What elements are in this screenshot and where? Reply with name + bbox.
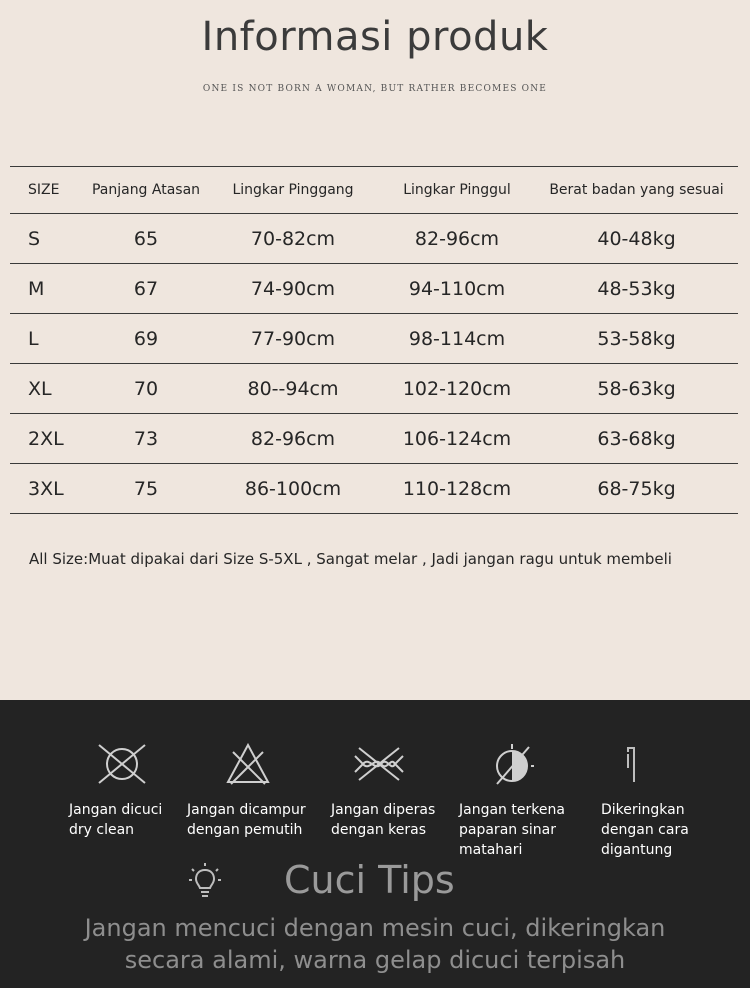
cell-size: M	[28, 277, 45, 300]
cell-length: 69	[133, 327, 159, 350]
header-length: Panjang Atasan	[91, 182, 201, 198]
care-item-no-wring	[331, 742, 459, 840]
cell-waist: 86-100cm	[244, 477, 342, 500]
care-label-line: Jangan terkena	[459, 802, 565, 818]
care-item-no-dry-clean	[69, 742, 197, 840]
cell-length: 70	[133, 377, 159, 400]
cell-size: L	[28, 327, 39, 350]
cell-weight: 40-48kg	[597, 227, 676, 250]
cell-size: XL	[28, 377, 52, 400]
care-label-line: dengan cara	[601, 822, 689, 838]
cell-length: 67	[133, 277, 159, 300]
cell-hip: 98-114cm	[408, 327, 506, 350]
care-label-line: matahari	[459, 842, 523, 858]
care-label-line: dengan pemutih	[187, 822, 303, 838]
cell-weight: 68-75kg	[597, 477, 676, 500]
cell-waist: 70-82cm	[250, 227, 336, 250]
care-label-line: paparan sinar	[459, 822, 556, 838]
care-label-line: Jangan diperas	[331, 802, 436, 818]
header-size: SIZE	[28, 182, 60, 198]
cell-size: 3XL	[28, 477, 64, 500]
no-sunlight-icon	[489, 742, 535, 786]
size-table	[10, 166, 738, 514]
cell-waist: 74-90cm	[250, 277, 336, 300]
table-row	[10, 264, 738, 314]
care-label-line: Jangan dicuci	[69, 802, 163, 818]
care-item-no-sunlight	[459, 742, 587, 860]
cell-size: S	[28, 227, 41, 250]
tips-text	[0, 912, 750, 976]
header-waist: Lingkar Pinggang	[232, 182, 354, 198]
tips-line: secara alami, warna gelap dicuci terpisah	[124, 946, 626, 974]
cell-size: 2XL	[28, 427, 64, 450]
care-item-hang-dry	[601, 742, 729, 860]
table-row	[10, 314, 738, 364]
care-item-no-bleach	[187, 742, 315, 840]
care-label-line: Dikeringkan	[601, 802, 685, 818]
no-wring-icon	[351, 742, 407, 786]
cell-waist: 82-96cm	[250, 427, 336, 450]
cell-weight: 48-53kg	[597, 277, 676, 300]
cell-hip: 94-110cm	[408, 277, 506, 300]
tips-title: Cuci Tips	[284, 858, 455, 902]
size-note: All Size:Muat dipakai dari Size S-5XL , Sangat melar , Jadi jangan ragu untuk membeli	[29, 550, 672, 568]
care-label-line: dengan keras	[331, 822, 427, 838]
no-bleach-icon	[225, 742, 271, 786]
cell-length: 75	[133, 477, 159, 500]
cell-hip: 82-96cm	[414, 227, 500, 250]
lightbulb-icon	[188, 862, 222, 898]
care-label-line: digantung	[601, 842, 673, 858]
header-hip: Lingkar Pinggul	[403, 182, 511, 198]
cell-waist: 80--94cm	[247, 377, 339, 400]
table-row	[10, 214, 738, 264]
care-label-line: Jangan dicampur	[187, 802, 306, 818]
cell-hip: 102-120cm	[402, 377, 512, 400]
tips-line: Jangan mencuci dengan mesin cuci, dikeringkan	[84, 914, 666, 942]
page-title: Informasi produk	[201, 14, 549, 60]
cell-waist: 77-90cm	[250, 327, 336, 350]
table-row	[10, 464, 738, 514]
cell-hip: 106-124cm	[402, 427, 512, 450]
no-dry-clean-icon	[95, 742, 149, 786]
table-row	[10, 414, 738, 464]
care-label-line: dry clean	[69, 822, 135, 838]
page-subtitle: ONE IS NOT BORN A WOMAN, BUT RATHER BECOMES ONE	[202, 84, 548, 94]
size-table-header	[10, 166, 738, 214]
header-weight: Berat badan yang sesuai	[549, 182, 724, 198]
cell-weight: 58-63kg	[597, 377, 676, 400]
cell-length: 73	[133, 427, 159, 450]
cell-hip: 110-128cm	[402, 477, 512, 500]
cell-length: 65	[133, 227, 159, 250]
table-row	[10, 364, 738, 414]
cell-weight: 53-58kg	[597, 327, 676, 350]
hang-dry-icon	[625, 742, 641, 786]
cell-weight: 63-68kg	[597, 427, 676, 450]
